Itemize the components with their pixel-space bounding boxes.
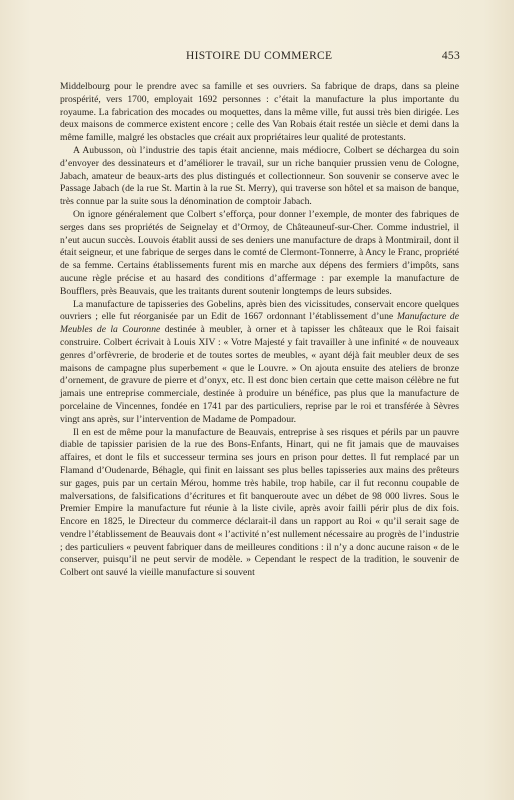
page-header xyxy=(60,50,460,64)
italic-title: Manufacture de Meubles de la Couronne xyxy=(60,311,459,336)
paragraph xyxy=(60,299,459,427)
body-text xyxy=(60,81,459,580)
paragraph: Il en est de même pour la manufacture de Beauvais, entreprise à ses risques et périls par un pauvre diable de tapissier parisien de la rue des Bons-Enfants, Hinart, qui ne fit jamais que de mauvaises affaires, et dont le fils et successeur termina ses jours en prison pour dettes. Il fut remplacé par un Flamand d’Oudenarde, Béhagle, qui finit en laissant ses plus belles tapisseries aux mains des prêteurs sur gages, puis par un certain Mérou, homme très habile, trop habile, car il fut reconnu coupable de malversations, de falsifications d’écritures et fit banqueroute avec un débet de 98 000 livres. Sous le Premier Empire la manufacture fut réunie à la liste civile, après avoir failli périr plus de dix fois. Encore en 1825, le Directeur du commerce déclarait-il dans un rapport au Roi « qu’il serait sage de vendre l’établissement de Beauvais dont « l’activité n’est nullement nécessaire au progrès de l’industrie ; des particuliers « peuvent fabriquer dans de meilleures conditions : il n’y a donc aucune raison « de le conserver, puisqu’il ne peut servir de modèle. » Cependant le respect de la tradition, le souvenir de Colbert ont sauvé la vieille manufacture si souvent xyxy=(60,426,459,579)
paragraph: Middelbourg pour le prendre avec sa famille et ses ouvriers. Sa fabrique de draps, dans sa pleine prospérité, vers 1700, employait 1692 personnes : c’était la manufacture la plus importante du royaume. La fabrication des mocades ou moquettes, dans la même ville, fut aussi très bien dirigée. Les deux maisons de commerce existent encore ; celle des Van Robais était restée un siècle et demi dans la même famille, malgré les obstacles que créait aux propriétaires leur qualité de protestants. xyxy=(60,81,459,144)
running-title: HISTOIRE DU COMMERCE xyxy=(186,50,333,62)
page-number: 453 xyxy=(441,50,460,62)
paragraph: On ignore généralement que Colbert s’efforça, pour donner l’exemple, de monter des fabriques de serges dans ses propriétés de Seignelay et d’Ormoy, de Châteauneuf-sur-Cher. Comme industriel, il n’eut aucun succès. Louvois établit aussi de ses deniers une manufacture de draps à Montmirail, dont il était seigneur, et une fabrique de serges dans le comté de Clermont-Tonnerre, à Ancy le Franc, propriété de sa femme. Certains établissements furent mis en marche aux dépens des fermiers d’impôts, sans aucune règle précise et au hasard des conditions d’affermage : par exemple la manufacture de Boufflers, près Beauvais, que les traitants durent soutenir longtemps de leurs subsides. xyxy=(60,208,459,297)
paragraph: A Aubusson, où l’industrie des tapis était ancienne, mais médiocre, Colbert se déchargea du soin d’envoyer des dessinateurs et d’améliorer le travail, sur un riche banquier prussien venu de Cologne, Jabach, amateur de beaux-arts des plus distingués et collectionneur. Son souvenir se conserve avec le Passage Jabach (de la rue St. Martin à la rue St. Merry), qui traverse son hôtel et sa maison de banque, très connue par la suite sous la dénomination de comptoir Jabach. xyxy=(60,144,459,208)
paragraph-text: La manufacture de tapisseries des Gobelins, après bien des vicissitudes, conservait encore quelques ouvriers ; elle fut réorganisée par un Edit de 1667 ordonnant l’établissement d’une xyxy=(60,298,459,323)
paragraph-text: destinée à meubler, à orner et à tapisser les châteaux que le Roi faisait construire. Colbert écrivait à Louis XIV : « Votre Majesté y fait travailler à une infinité « de nouveaux genres d’orfèvrerie, de broderie et de toutes sortes de meubles, « ayant déjà fait meubler deux de ses maisons de campagne plus superbement « que le Louvre. » On ajouta ensuite des ateliers de bronze d’ornement, de gravure de pierre et d’onyx, etc. Il est donc bien certain que cette maison célèbre ne fut jamais une entreprise commerciale, destinée à produire un bénéfice, pas plus que la manufacture de porcelaine de Vincennes, fondée en 1741 par des particuliers, reprise par le roi et transférée à Sèvres vingt ans après, sur l’intervention de Madame de Pompadour. xyxy=(60,324,460,425)
